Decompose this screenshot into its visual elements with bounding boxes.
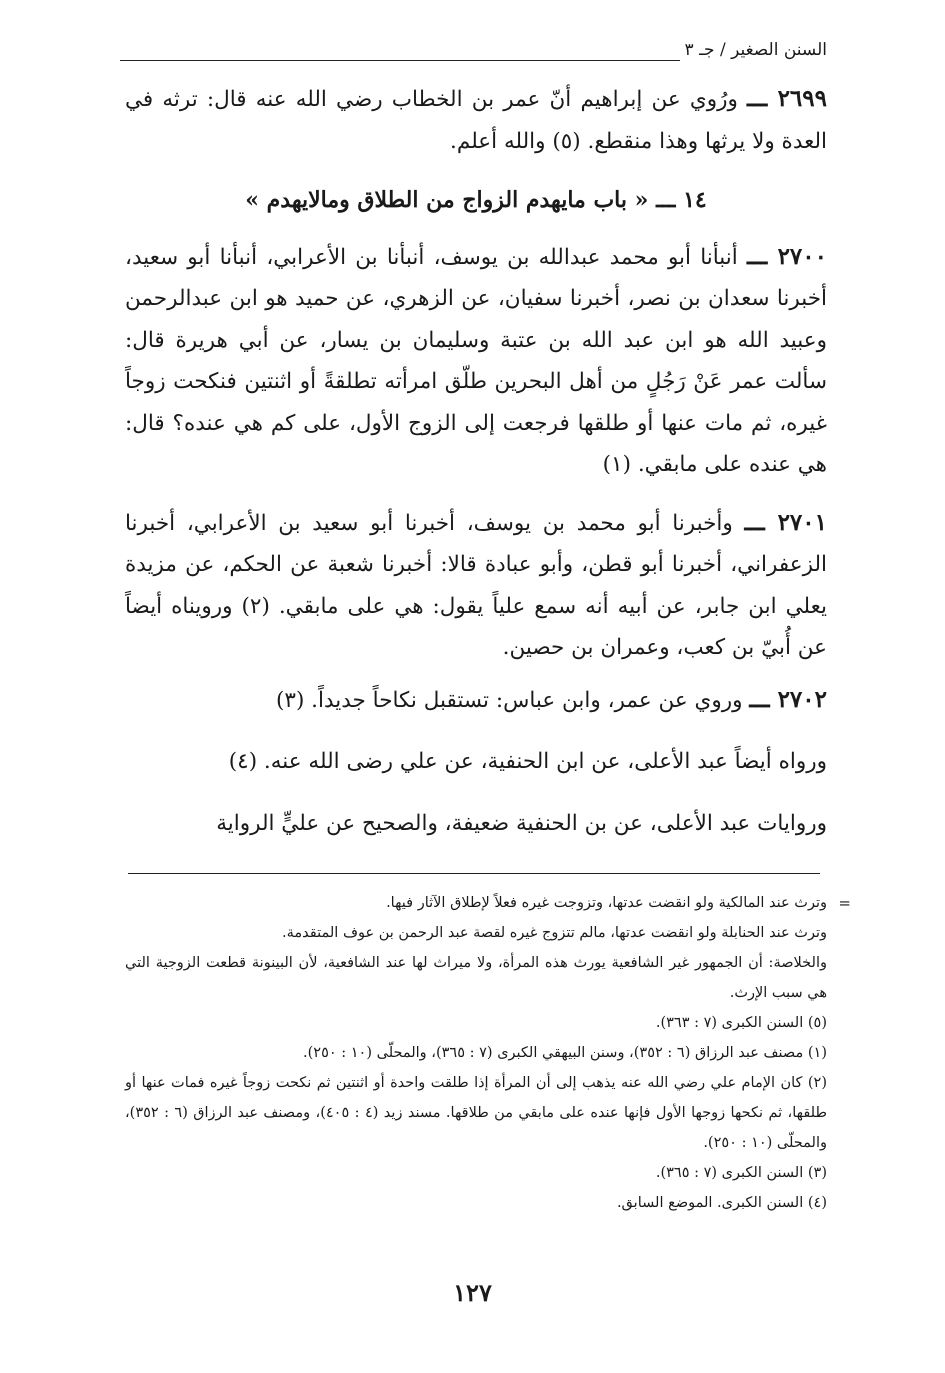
hadith-2699 xyxy=(125,78,827,162)
header-rule xyxy=(120,60,680,61)
hadith-text: ورُوي عن إبراهيم أنّ عمر بن الخطاب رضي الله عنه قال: ترثه في العدة ولا يرثها وهذا منقطع. (٥) والله أعلم. xyxy=(125,87,827,154)
hadith-number: ٢٦٩٩ ـــ xyxy=(747,85,827,112)
hadith-2702 xyxy=(125,679,827,722)
hadith-text: وأخبرنا أبو محمد بن يوسف، أخبرنا أبو سعيد بن الأعرابي، أخبرنا الزعفراني، أخبرنا أبو قطن، وأبو عبادة قالا: أخبرنا شعبة عن الحكم، عن مزيدة يعلي ابن جابر، عن أبيه أنه سمع علياً يقول: هي على مابقي. (٢) ورويناه أيضاً عن أُبيّ بن كعب، وعمران بن حصين. xyxy=(125,510,827,660)
main-text xyxy=(125,78,827,844)
footnote: وترث عند الحنابلة ولو انقضت عدتها، مالم تتزوج غيره لقصة عبد الرحمن بن عوف المتقدمة. xyxy=(282,925,827,941)
footnote: وترث عند المالكية ولو انقضت عدتها، وتزوجت غيره فعلاً لإطلاق الآثار فيها. xyxy=(386,895,827,911)
hadith-text: أنبأنا أبو محمد عبدالله بن يوسف، أنبأنا بن الأعرابي، أنبأنا أبو سعيد، أخبرنا سعدان بن نصر، أخبرنا سفيان، عن الزهري، عن حميد هو ابن عبدالرحمن وعبيد الله هو ابن عبد الله بن عتبة وسليمان بن يسار، عن أبي هريرة قال: سألت عمر عَنْ رَجُلٍ من أهل البحرين طلّق امرأته تطلقةً أو اثنتين فنكحت زوجاً غيره، ثم مات عنها أو طلقها فرجعت إلى الزوج الأول، على كم هي عنده؟ قال: هي عنده على مابقي. (١) xyxy=(125,244,827,477)
chapter-title: « باب مايهدم الزواج من الطلاق ومالايهدم » xyxy=(245,187,649,213)
narration-line xyxy=(125,803,827,845)
hadith-2701 xyxy=(125,502,827,669)
footnote: (٣) السنن الكبرى (٧ : ٣٦٥). xyxy=(655,1165,827,1181)
running-header xyxy=(120,40,827,70)
footnote-rule xyxy=(128,873,820,874)
footnotes xyxy=(125,888,851,1218)
hadith-number: ٢٧٠٢ ـــ xyxy=(749,685,827,713)
hadith-2700 xyxy=(125,236,827,486)
page-number: ١٢٧ xyxy=(453,1278,492,1307)
hadith-number: ٢٧٠٠ ـــ xyxy=(746,242,827,270)
footnote: (١) مصنف عبد الرزاق (٦ : ٣٥٢)، وسنن البيهقي الكبرى (٧ : ٣٦٥)، والمحلّى (١٠ : ٢٥٠). xyxy=(303,1045,827,1061)
header-title: السنن الصغير / جـ ٣ xyxy=(684,40,827,60)
footnote: (٢) كان الإمام علي رضي الله عنه يذهب إلى أن المرأة إذا طلقت واحدة أو اثنتين ثم نكحت زوجاً غيره فمات عنها أو طلقها، ثم نكحها زوجها الأول فإنها عنده على مابقي من طلاقها. مسند زيد (٤ : ٤٠٥)، ومصنف عبد الرزاق (٦ : ٣٥٢)، والمحلّى (١٠ : ٢٥٠). xyxy=(125,1075,827,1151)
footnote: (٤) السنن الكبرى. الموضع السابق. xyxy=(616,1195,827,1211)
footnote: والخلاصة: أن الجمهور غير الشافعية يورث هذه المرأة، ولا ميراث لها عند الشافعية، لأن البينونة قطعت الزوجية التي هي سبب الإرث. xyxy=(125,955,827,1001)
hadith-number: ٢٧٠١ ـــ xyxy=(744,508,827,536)
chapter-number: ١٤ ـــ xyxy=(656,187,707,213)
footnote: (٥) السنن الكبرى (٧ : ٣٦٣). xyxy=(655,1015,827,1031)
narration-text: وروايات عبد الأعلى، عن بن الحنفية ضعيفة، والصحيح عن عليٍّ الرواية xyxy=(216,810,827,836)
narration-text: ورواه أيضاً عبد الأعلى، عن ابن الحنفية، عن علي رضى الله عنه. (٤) xyxy=(228,749,827,774)
continuation-mark: = xyxy=(838,894,851,912)
narration-line xyxy=(125,741,827,783)
hadith-text: وروي عن عمر، وابن عباس: تستقبل نكاحاً جديداً. (٣) xyxy=(275,687,743,713)
chapter-heading xyxy=(125,180,827,222)
